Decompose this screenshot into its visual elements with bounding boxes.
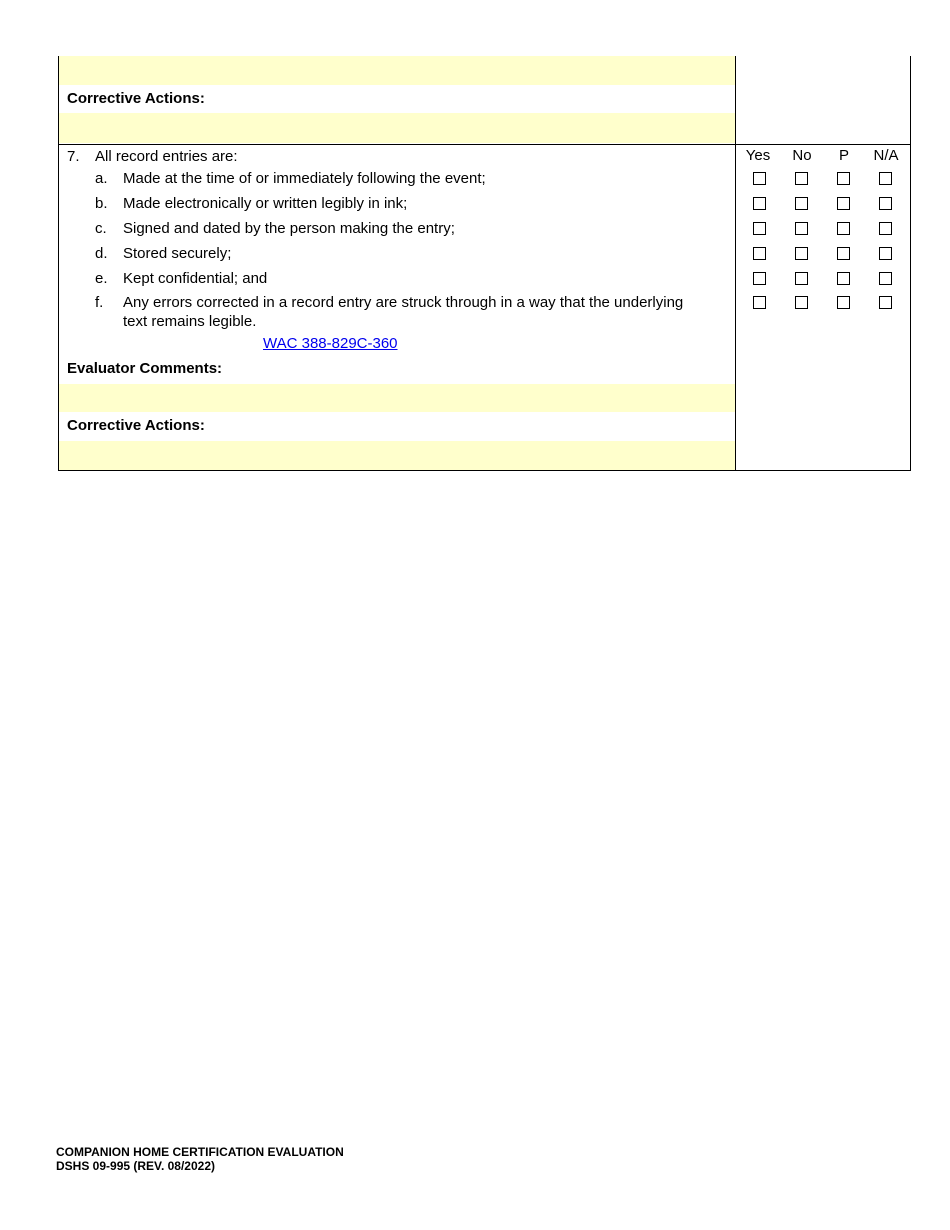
section-border-divider bbox=[735, 144, 736, 470]
item-number: 7. bbox=[67, 148, 80, 165]
evaluator-comments-label: Evaluator Comments: bbox=[67, 360, 223, 377]
subitem-text-line1: Any errors corrected in a record entry are struck through in a way that the underlying bbox=[123, 294, 684, 311]
subitem-letter: f. bbox=[95, 294, 104, 311]
checkbox-c-na[interactable] bbox=[879, 222, 892, 235]
subitem-letter: e. bbox=[95, 270, 108, 287]
checkbox-c-p[interactable] bbox=[837, 222, 850, 235]
subitem-letter: b. bbox=[95, 195, 108, 212]
checkbox-f-p[interactable] bbox=[837, 296, 850, 309]
checkbox-b-na[interactable] bbox=[879, 197, 892, 210]
checkbox-d-na[interactable] bbox=[879, 247, 892, 260]
checkbox-b-p[interactable] bbox=[837, 197, 850, 210]
section-top-border bbox=[58, 144, 911, 145]
checkbox-d-no[interactable] bbox=[795, 247, 808, 260]
column-header-na: N/A bbox=[873, 147, 899, 164]
subitem-letter: a. bbox=[95, 170, 108, 187]
evaluator-comments-field[interactable] bbox=[59, 384, 735, 412]
corrective-actions-label-previous: Corrective Actions: bbox=[67, 90, 205, 107]
subitem-text: Made electronically or written legibly in ink; bbox=[123, 195, 408, 212]
checkbox-b-yes[interactable] bbox=[753, 197, 766, 210]
subitem-text: Kept confidential; and bbox=[123, 270, 268, 287]
subitem-letter: d. bbox=[95, 245, 108, 262]
section-border-left bbox=[58, 144, 59, 470]
checkbox-c-yes[interactable] bbox=[753, 222, 766, 235]
section-bottom-border bbox=[58, 470, 911, 471]
subitem-text: Stored securely; bbox=[123, 245, 232, 262]
subitem-letter: c. bbox=[95, 220, 107, 237]
subitem-text: Made at the time of or immediately following the event; bbox=[123, 170, 486, 187]
checkbox-e-no[interactable] bbox=[795, 272, 808, 285]
column-header-p: P bbox=[838, 147, 849, 164]
checkbox-a-p[interactable] bbox=[837, 172, 850, 185]
footer-form-title: COMPANION HOME CERTIFICATION EVALUATION bbox=[56, 1145, 344, 1159]
corrective-actions-field-previous[interactable] bbox=[59, 113, 735, 143]
evaluator-comments-field-previous[interactable] bbox=[59, 56, 735, 85]
subitem-text: Signed and dated by the person making the entry; bbox=[123, 220, 455, 237]
checkbox-e-na[interactable] bbox=[879, 272, 892, 285]
table-border-divider bbox=[735, 56, 736, 145]
checkbox-d-yes[interactable] bbox=[753, 247, 766, 260]
footer-form-number: DSHS 09-995 (REV. 08/2022) bbox=[56, 1159, 215, 1173]
checkbox-a-yes[interactable] bbox=[753, 172, 766, 185]
corrective-actions-field[interactable] bbox=[59, 441, 735, 470]
wac-reference-link[interactable]: WAC 388-829C-360 bbox=[263, 335, 398, 352]
column-header-no: No bbox=[792, 147, 812, 164]
subitem-text-line2: text remains legible. bbox=[123, 313, 257, 330]
checkbox-a-no[interactable] bbox=[795, 172, 808, 185]
checkbox-a-na[interactable] bbox=[879, 172, 892, 185]
checkbox-b-no[interactable] bbox=[795, 197, 808, 210]
checkbox-e-yes[interactable] bbox=[753, 272, 766, 285]
table-border-right bbox=[910, 56, 911, 145]
checkbox-c-no[interactable] bbox=[795, 222, 808, 235]
checkbox-f-yes[interactable] bbox=[753, 296, 766, 309]
checkbox-e-p[interactable] bbox=[837, 272, 850, 285]
item-heading: All record entries are: bbox=[95, 148, 238, 165]
checkbox-f-na[interactable] bbox=[879, 296, 892, 309]
column-header-yes: Yes bbox=[745, 147, 771, 164]
checkbox-d-p[interactable] bbox=[837, 247, 850, 260]
section-border-right bbox=[910, 144, 911, 470]
corrective-actions-label: Corrective Actions: bbox=[67, 417, 205, 434]
checkbox-f-no[interactable] bbox=[795, 296, 808, 309]
